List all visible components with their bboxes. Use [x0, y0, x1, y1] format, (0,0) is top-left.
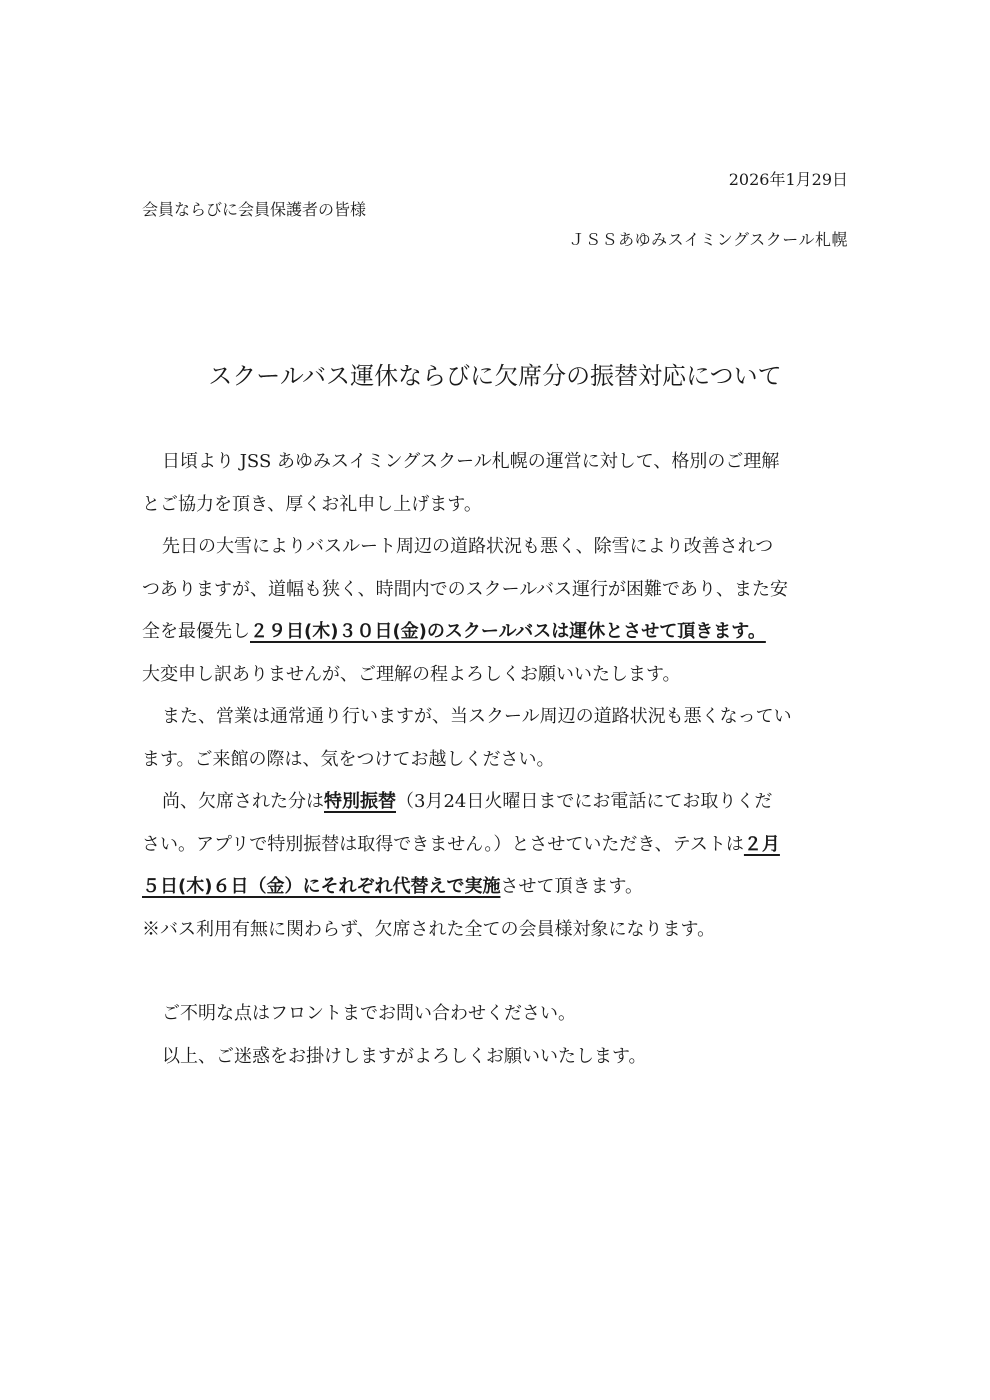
- paragraph-operations-line-2: ます。ご来館の際は、気をつけてお越しください。: [142, 748, 555, 770]
- closing-apology: 以上、ご迷惑をお掛けしますがよろしくお願いいたします。: [162, 1045, 647, 1067]
- paragraph-bus-line-3: [142, 615, 850, 658]
- makeup-line-2-pre: さい。アプリで特別振替は取得できません。）とさせていただき、テストは: [142, 833, 744, 855]
- sender-organization: ＪＳＳあゆみスイミングスクール札幌: [568, 230, 848, 249]
- bus-line-3-text: 全を最優先し: [142, 621, 250, 642]
- makeup-line-1-post: （3月24日火曜日までにお電話にてお取りくだ: [396, 791, 773, 812]
- paragraph-makeup-line-1: [142, 785, 850, 828]
- makeup-line-1-pre: 尚、欠席された分は: [162, 791, 324, 812]
- bus-suspension-emphasis: ２９日(木)３０日(金)のスクールバスは運休とさせて頂きます。: [250, 621, 766, 642]
- document-date: 2026年1月29日: [728, 170, 848, 189]
- paragraph-operations-line-1: また、営業は通常通り行いますが、当スクール周辺の道路状況も悪くなってい: [162, 706, 792, 727]
- paragraph-bus-line-2: つありますが、道幅も狭く、時間内でのスクールバス運行が困難であり、また安: [142, 578, 789, 600]
- addressee: 会員ならびに会員保護者の皆様: [142, 200, 367, 219]
- makeup-line-3-post: させて頂きます。: [500, 876, 644, 897]
- paragraph-greeting-line-2: とご協力を頂き、厚くお礼申し上げます。: [142, 493, 482, 515]
- paragraph-spacer: [142, 955, 850, 997]
- test-date-emphasis-end: ５日(木)６日（金）にそれぞれ代替えで実施: [142, 876, 501, 897]
- document-body: [142, 445, 850, 1082]
- paragraph-makeup-line-2: [142, 828, 850, 871]
- closing-inquiry: ご不明な点はフロントまでお問い合わせください。: [162, 1003, 576, 1024]
- document-title: スクールバス運休ならびに欠席分の振替対応について: [208, 362, 782, 390]
- paragraph-bus-line-4: 大変申し訳ありませんが、ご理解の程よろしくお願いいたします。: [142, 663, 681, 685]
- test-date-emphasis-start: ２月: [743, 833, 780, 855]
- special-transfer-emphasis: 特別振替: [324, 791, 396, 812]
- paragraph-greeting-line-1: 日頃より JSS あゆみスイミングスクール札幌の運営に対して、格別のご理解: [162, 451, 780, 472]
- paragraph-makeup-line-3: [142, 870, 850, 913]
- eligibility-note: ※バス利用有無に関わらず、欠席された全ての会員様対象になります。: [142, 918, 716, 940]
- paragraph-bus-line-1: 先日の大雪によりバスルート周辺の道路状況も悪く、除雪により改善されつ: [162, 536, 774, 557]
